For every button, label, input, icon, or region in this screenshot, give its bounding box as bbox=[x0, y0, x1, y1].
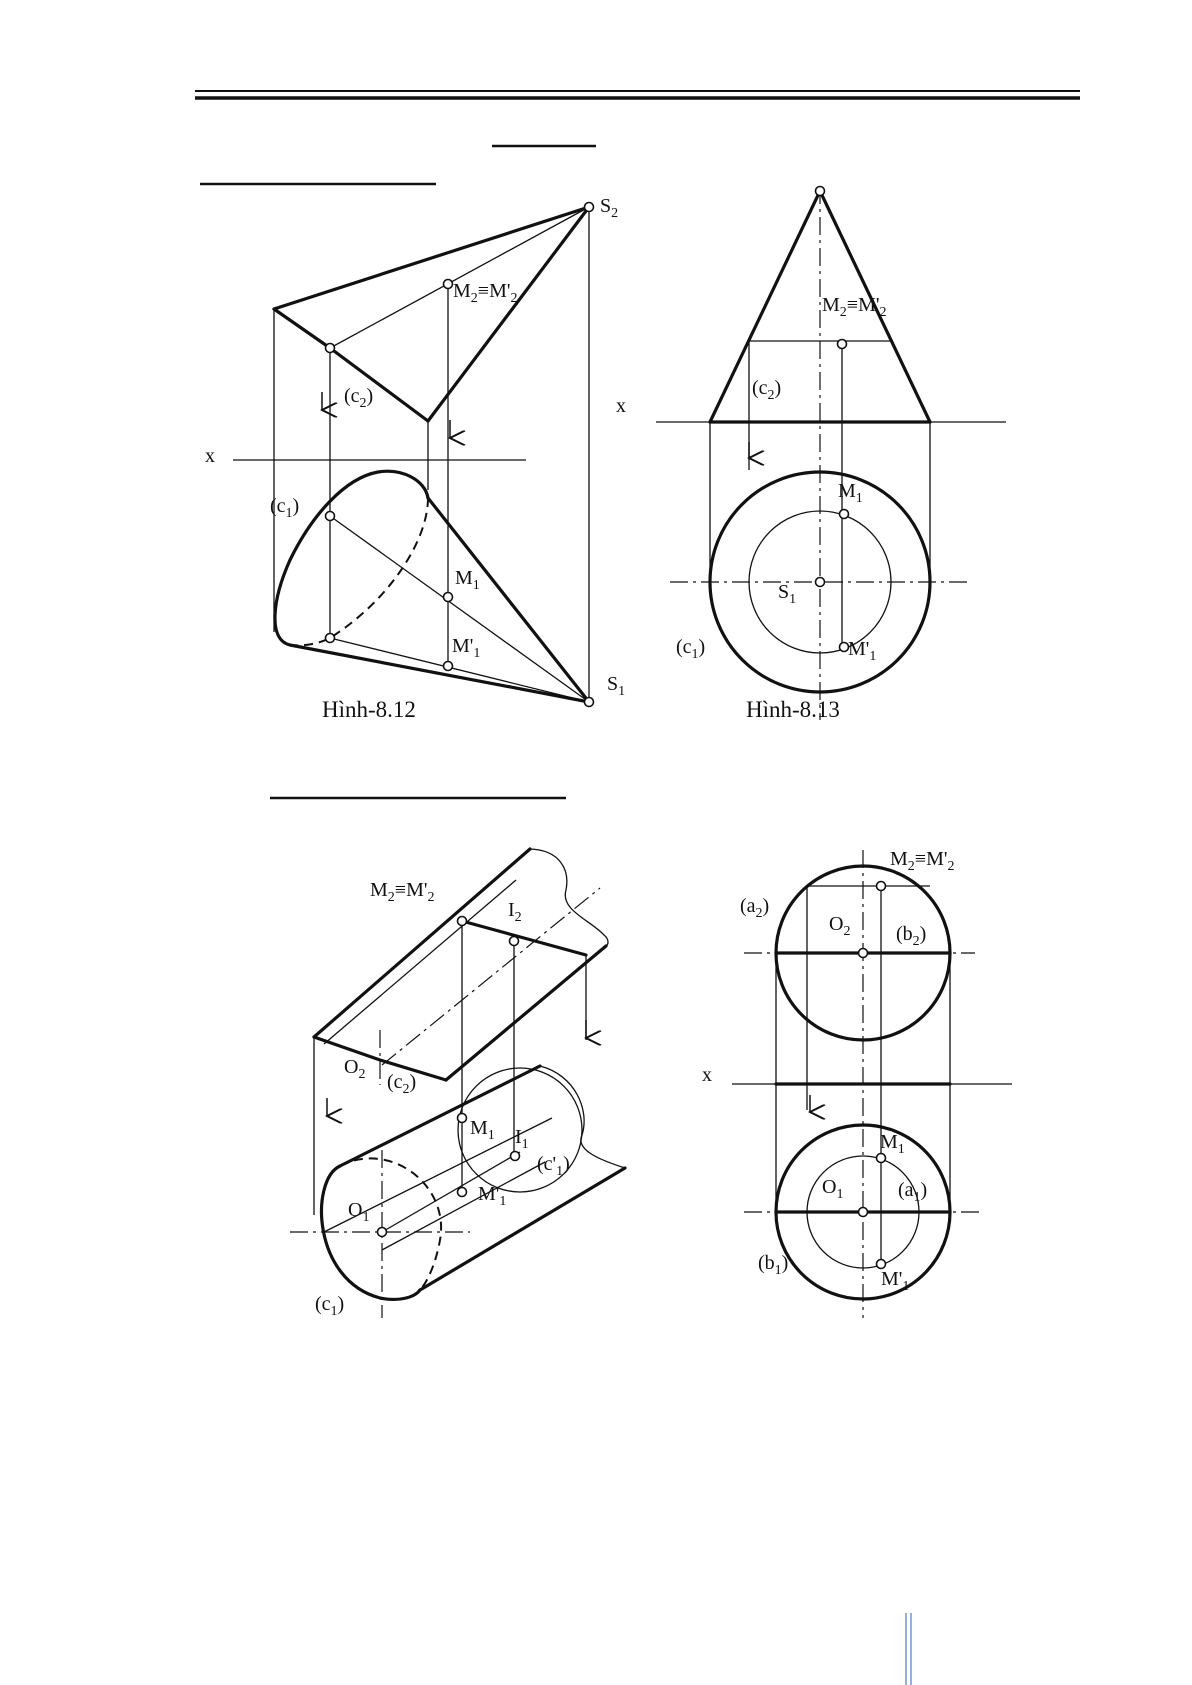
label-i1: $I_1$ bbox=[515, 1126, 529, 1152]
label-x-right: x bbox=[616, 395, 626, 417]
figure-cylinder-orthographic bbox=[732, 850, 1012, 1318]
label-c2-cyl: $(c_2)$ bbox=[387, 1071, 417, 1097]
label-s1-right: $S_1$ bbox=[778, 581, 797, 607]
caption-fig-8-12: Hình-8.12 bbox=[322, 697, 416, 722]
label-m2-ortho: $M_2\equiv M'_2$ bbox=[890, 848, 955, 874]
label-o1-cyl: $O_1$ bbox=[348, 1199, 370, 1225]
label-b1: $(b_1)$ bbox=[758, 1252, 789, 1278]
label-m2-cyl: $M_2\equiv M'_2$ bbox=[370, 879, 435, 905]
label-a1: $(a_1)$ bbox=[898, 1179, 928, 1205]
label-c2-right: $(c_2)$ bbox=[752, 377, 782, 403]
label-c1-left: $(c_1)$ bbox=[270, 495, 300, 521]
label-m1-left: $M_1$ bbox=[455, 567, 480, 593]
label-c1-right: $(c_1)$ bbox=[676, 636, 706, 662]
label-c2-left: $(c_2)$ bbox=[344, 385, 374, 411]
label-o2-cyl: $O_2$ bbox=[344, 1056, 366, 1082]
label-m1-cyl: $M_1$ bbox=[470, 1117, 495, 1143]
label-s1-left: $S_1$ bbox=[607, 673, 626, 699]
label-cp1: $(c'_1)$ bbox=[537, 1153, 570, 1179]
label-mp1-right: $M'_1$ bbox=[848, 638, 877, 664]
label-x-ortho: x bbox=[702, 1064, 712, 1086]
label-i2: $I_2$ bbox=[508, 899, 522, 925]
label-mp1-cyl: $M'_1$ bbox=[478, 1183, 507, 1209]
label-o1-ortho: $O_1$ bbox=[822, 1176, 844, 1202]
label-m1-right: $M_1$ bbox=[838, 480, 863, 506]
caption-fig-8-13: Hình-8.13 bbox=[746, 697, 840, 722]
label-c1-cyl: $(c_1)$ bbox=[315, 1293, 345, 1319]
label-s2-left: $S_2$ bbox=[600, 195, 619, 221]
label-b2: $(b_2)$ bbox=[896, 923, 927, 949]
label-mp1-ortho: $M'_1$ bbox=[881, 1268, 910, 1294]
label-m1-ortho: $M_1$ bbox=[880, 1131, 905, 1157]
label-m2-right: $M_2\equiv M'_2$ bbox=[822, 294, 887, 320]
label-m2-left: $M_2\equiv M'_2$ bbox=[453, 280, 518, 306]
label-mp1-left: $M'_1$ bbox=[452, 635, 481, 661]
label-o2-ortho: $O_2$ bbox=[829, 913, 851, 939]
figure-8-13 bbox=[656, 186, 1006, 720]
label-a2: $(a_2)$ bbox=[740, 895, 770, 921]
header-rule bbox=[195, 91, 1080, 98]
label-x-left: x bbox=[205, 445, 215, 467]
figure-8-12 bbox=[233, 203, 594, 707]
footer-rule bbox=[906, 1613, 911, 1685]
figure-cylinder-oblique bbox=[290, 849, 625, 1318]
